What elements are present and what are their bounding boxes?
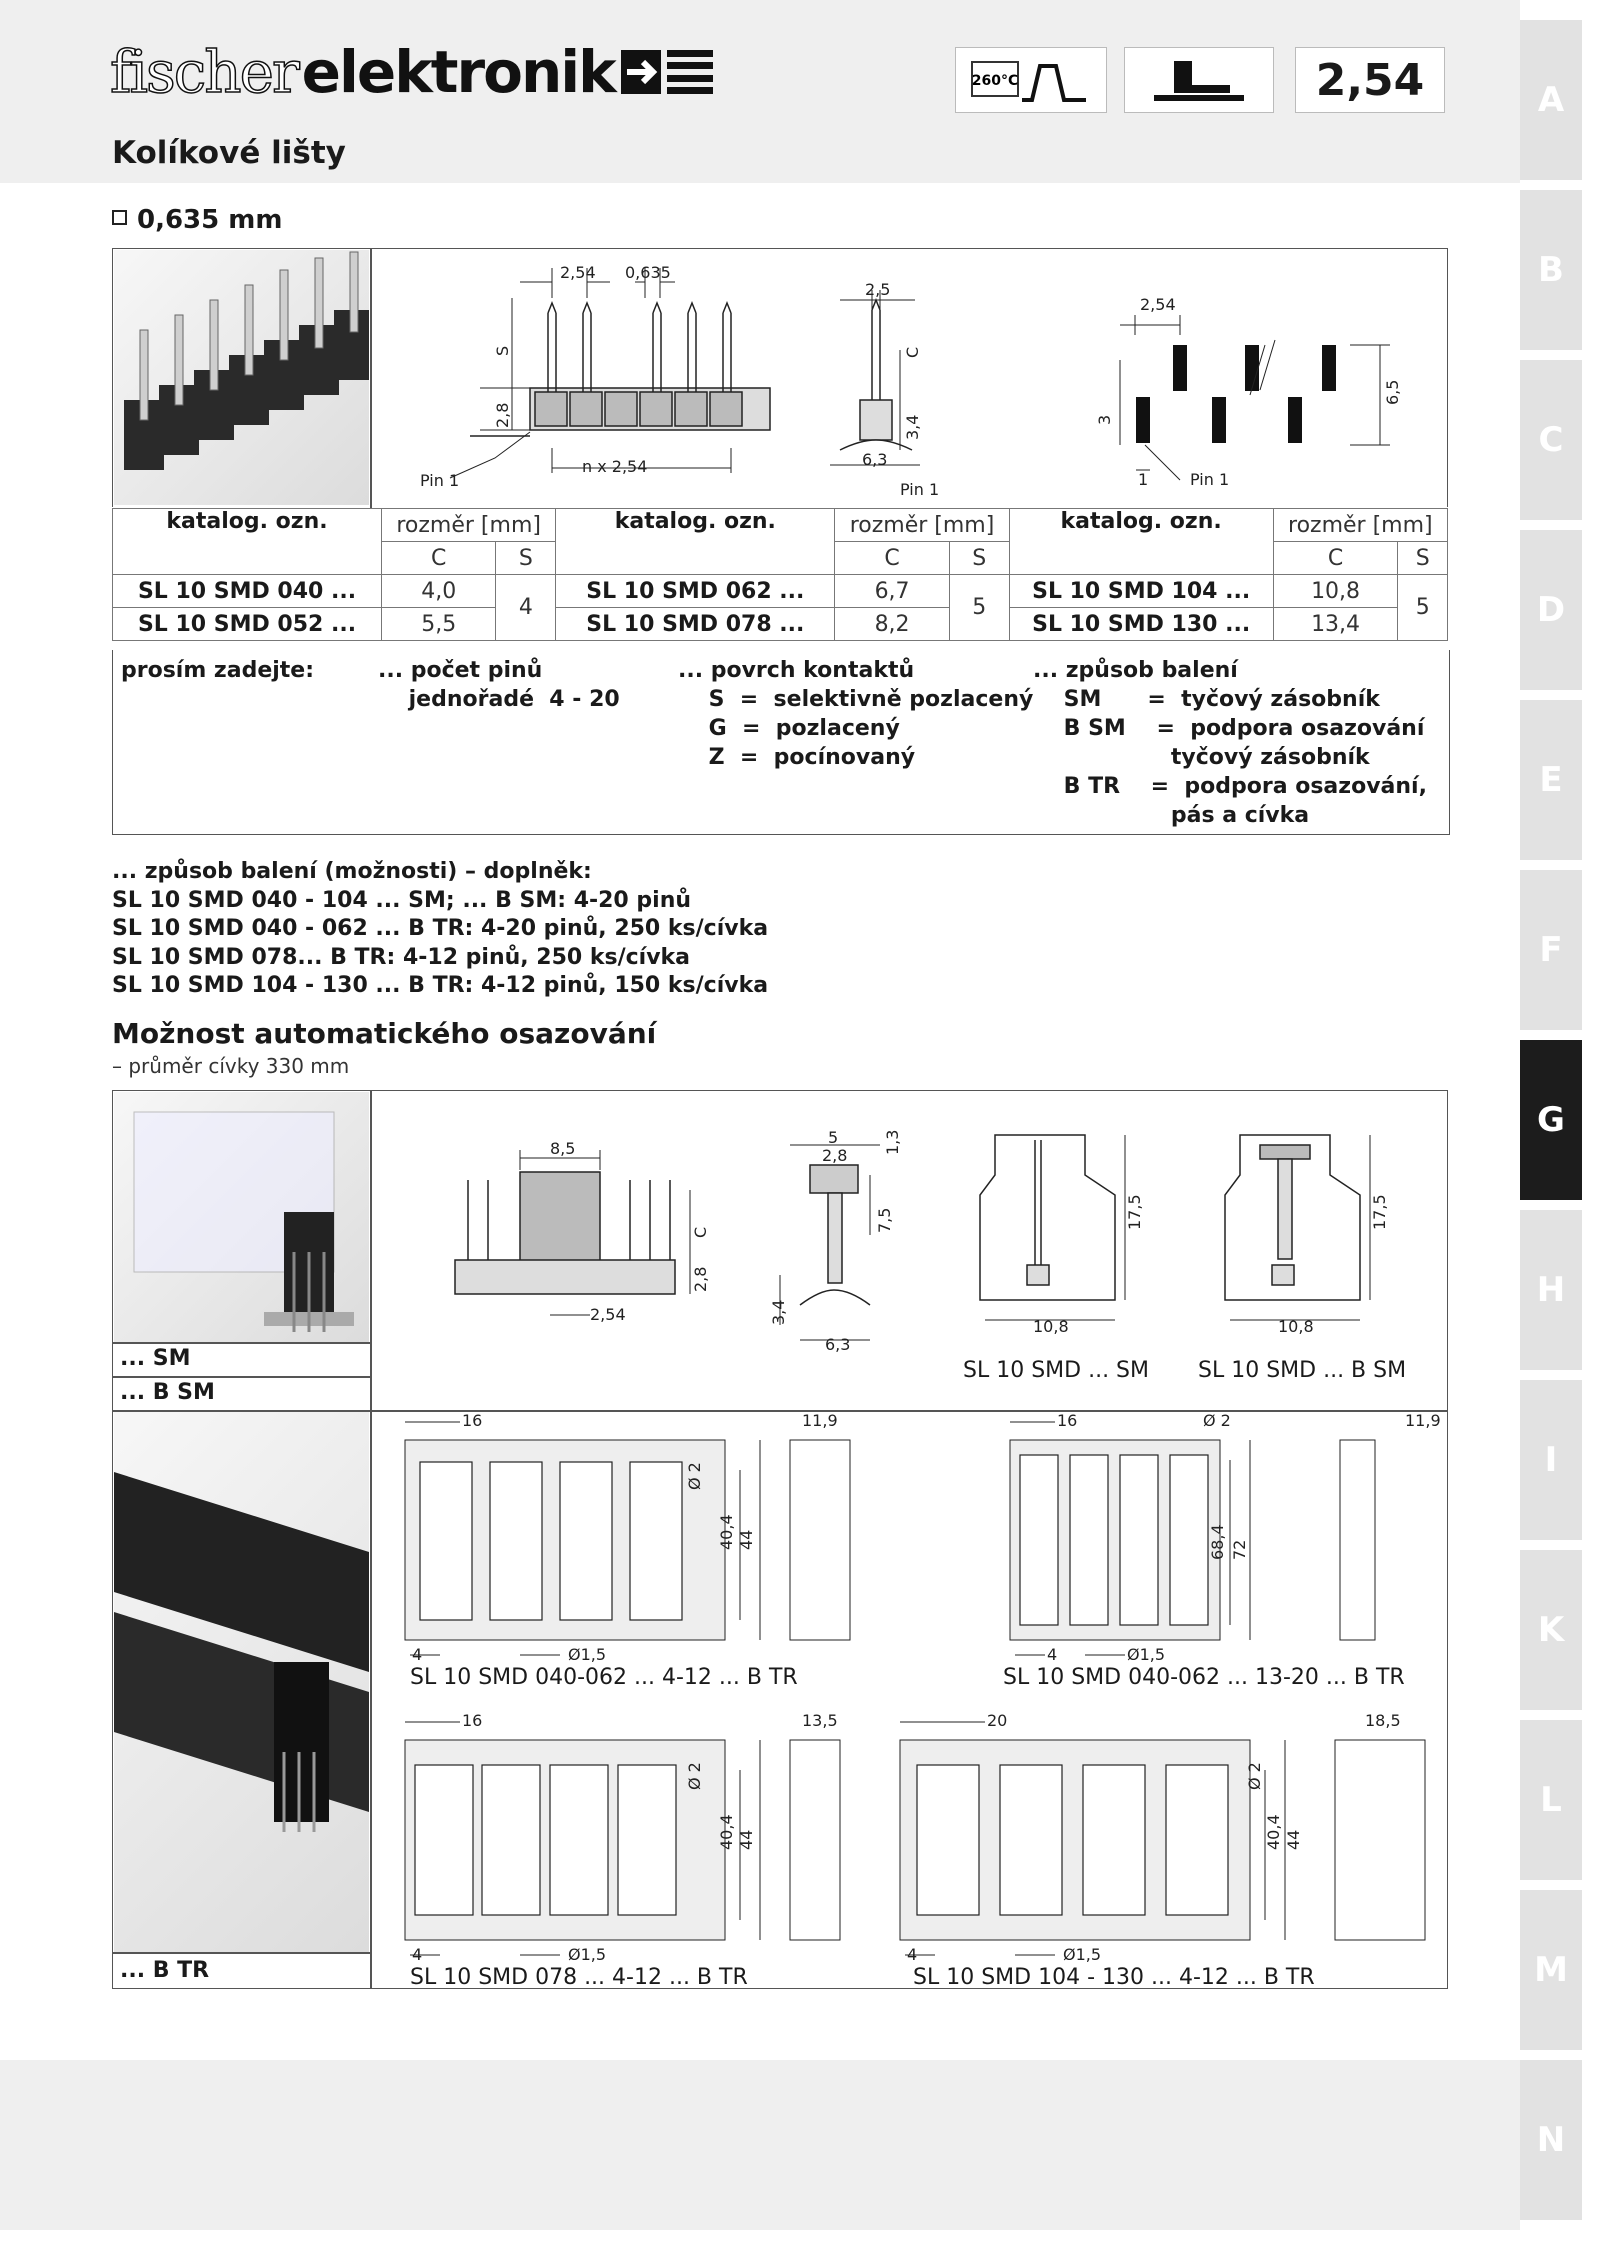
table-cell-code: SL 10 SMD 052 ...: [113, 608, 382, 641]
brand-word-1: fischer: [110, 38, 298, 106]
tab-n[interactable]: N: [1520, 2060, 1582, 2220]
dim-10-8: 10,8: [1033, 1317, 1069, 1336]
dim-1-3: 1,3: [883, 1129, 902, 1155]
bsm-tube-drawing: [1220, 1120, 1390, 1340]
tape4-width: 20: [987, 1711, 1008, 1730]
pin-size-value: 0,635 mm: [137, 205, 283, 235]
dim-2-54-b: 2,54: [1140, 295, 1176, 314]
tab-f[interactable]: F: [1520, 870, 1582, 1030]
note-line: SL 10 SMD 078... B TR: 4-12 pinů, 250 ks/cívka: [112, 944, 691, 970]
photo-btr: [114, 1412, 369, 1952]
table-cell-c: 5,5: [382, 608, 496, 641]
tape1-hole: Ø1,5: [568, 1645, 607, 1664]
sm-tube-drawing: [975, 1120, 1145, 1340]
label-sm: ... SM: [120, 1346, 191, 1371]
sm-front-drawing: [440, 1130, 720, 1330]
options-surface: ... povrch kontaktů S = selektivně pozlacený G = pozlacený Z = pocínovaný: [678, 658, 1034, 770]
th-c-1: C: [382, 542, 496, 575]
dim-6-3-b: 6,3: [825, 1335, 851, 1354]
tab-l[interactable]: L: [1520, 1720, 1582, 1880]
auto-assembly-heading: Možnost automatického osazování: [112, 1017, 657, 1050]
dim-7-5: 7,5: [875, 1207, 894, 1233]
tape3-h2: 44: [737, 1829, 756, 1850]
th-dim-3: rozměr [mm]: [1273, 509, 1447, 542]
tab-m[interactable]: M: [1520, 1890, 1582, 2050]
note-line: SL 10 SMD 040 - 062 ... B TR: 4-20 pinů, 250 ks/cívka: [112, 916, 769, 941]
table-cell-code: SL 10 SMD 130 ...: [1009, 608, 1273, 641]
dim-8-5: 8,5: [550, 1139, 576, 1158]
pin1-label-b: Pin 1: [900, 480, 940, 499]
options-pins: ... počet pinů jednořadé 4 - 20: [378, 658, 620, 712]
dim-s: S: [493, 345, 512, 356]
tape2-width: 16: [1057, 1411, 1078, 1430]
square-pin-icon: [112, 210, 127, 225]
footprint-drawing: [1095, 285, 1410, 500]
tape4-h1: 40,4: [1264, 1814, 1283, 1850]
label-btr: ... B TR: [120, 1958, 210, 1983]
th-dim-1: rozměr [mm]: [382, 509, 556, 542]
tape2-d2: Ø 2: [1203, 1411, 1231, 1430]
th-code-1: katalog. ozn.: [113, 509, 382, 575]
side-view-drawing: [820, 270, 1000, 500]
product-photo-header: [114, 250, 369, 505]
label-divider: [112, 1952, 370, 1954]
photo-sm: [114, 1092, 369, 1342]
panel-divider: [370, 248, 372, 508]
pin1-label: Pin 1: [420, 471, 460, 490]
tape1-width: 16: [462, 1411, 483, 1430]
options-packaging: ... způsob balení SM = tyčový zásobník B SM = podpora osazování tyčový zásobník B TR = podpora osazování, pás a cívka: [1033, 658, 1427, 828]
caption-tape-4: SL 10 SMD 104 - 130 ... 4-12 ... B TR: [913, 1965, 1315, 1990]
table-cell-s: 5: [1398, 575, 1448, 641]
table-cell-c: 6,7: [835, 575, 949, 608]
tab-d[interactable]: D: [1520, 530, 1582, 690]
ordering-options: [112, 650, 1450, 835]
smd-pin-icon: [1144, 55, 1254, 105]
dim-c-2: C: [691, 1226, 710, 1238]
dim-2-8: 2,8: [493, 402, 512, 428]
options-prompt: prosím zadejte:: [121, 658, 315, 683]
tape2-h1: 68,4: [1208, 1524, 1227, 1560]
pin-size-heading: [112, 205, 282, 235]
tape4-d2: Ø 2: [1245, 1762, 1264, 1790]
tape2-height: 11,9: [1405, 1411, 1441, 1430]
tape3-pitch: 4: [412, 1945, 423, 1964]
table-cell-code: SL 10 SMD 062 ...: [556, 575, 835, 608]
dim-2-54-c: 2,54: [590, 1305, 626, 1324]
tab-e[interactable]: E: [1520, 700, 1582, 860]
tape3-d2: Ø 2: [685, 1762, 704, 1790]
pitch-value: 2,54: [1315, 54, 1425, 106]
caption-tape-2: SL 10 SMD 040-062 ... 13-20 ... B TR: [1003, 1665, 1405, 1690]
table-cell-code: SL 10 SMD 078 ...: [556, 608, 835, 641]
dim-17-5-b: 17,5: [1370, 1194, 1389, 1230]
tape1-h1: 40,4: [717, 1514, 736, 1550]
dim-pin-thickness: 0,635: [625, 263, 671, 282]
tape1-d2: Ø 2: [685, 1462, 704, 1490]
tape-drawing-4: [895, 1710, 1435, 1975]
tab-b[interactable]: B: [1520, 190, 1582, 350]
label-bsm: ... B SM: [120, 1380, 215, 1405]
th-code-2: katalog. ozn.: [556, 509, 835, 575]
footer-band: [0, 2060, 1520, 2230]
caption-tape-1: SL 10 SMD 040-062 ... 4-12 ... B TR: [410, 1665, 798, 1690]
table-cell-code: SL 10 SMD 104 ...: [1009, 575, 1273, 608]
dim-5: 5: [828, 1128, 839, 1147]
tape4-pitch: 4: [907, 1945, 918, 1964]
brand-arrow-icon: [621, 46, 716, 98]
temp-label: 260°C: [971, 73, 1019, 89]
table-cell-s: 5: [949, 575, 1009, 641]
table-cell-c: 8,2: [835, 608, 949, 641]
dim-c: C: [903, 346, 922, 358]
dim-3-4: 3,4: [903, 414, 922, 440]
tape1-pitch: 4: [412, 1645, 423, 1664]
tape4-hole: Ø1,5: [1063, 1945, 1102, 1964]
tape2-h2: 72: [1230, 1539, 1249, 1560]
note-line: ... způsob balení (možnosti) – doplněk:: [112, 859, 592, 884]
tape-drawing-3: [400, 1710, 880, 1975]
catalog-table: [112, 508, 1448, 641]
pitch-badge: [1295, 47, 1445, 113]
dim-2-8-b: 2,8: [691, 1266, 710, 1292]
tab-g[interactable]: G: [1520, 1040, 1582, 1200]
caption-tape-3: SL 10 SMD 078 ... 4-12 ... B TR: [410, 1965, 748, 1990]
page-title: Kolíkové lišty: [112, 135, 346, 171]
th-s-2: S: [949, 542, 1009, 575]
tab-h[interactable]: H: [1520, 1210, 1582, 1370]
dim-2-8-c: 2,8: [822, 1146, 848, 1165]
table-cell-s: 4: [496, 575, 556, 641]
dim-2-5: 2,5: [865, 280, 891, 299]
table-cell-c: 10,8: [1273, 575, 1398, 608]
pin1-label-c: Pin 1: [1190, 470, 1230, 489]
dim-pitch: 2,54: [560, 263, 596, 282]
tab-c[interactable]: C: [1520, 360, 1582, 520]
table-cell-c: 13,4: [1273, 608, 1398, 641]
tape4-h2: 44: [1284, 1829, 1303, 1850]
dim-3-4-b: 3,4: [769, 1299, 788, 1325]
label-divider: [112, 1376, 370, 1378]
dim-17-5: 17,5: [1125, 1194, 1144, 1230]
tape3-h1: 40,4: [717, 1814, 736, 1850]
label-divider: [112, 1342, 370, 1344]
tape4-height: 18,5: [1365, 1711, 1401, 1730]
tape3-width: 16: [462, 1711, 483, 1730]
tape2-hole: Ø1,5: [1127, 1645, 1166, 1664]
table-cell-c: 4,0: [382, 575, 496, 608]
th-c-3: C: [1273, 542, 1398, 575]
note-line: SL 10 SMD 104 - 130 ... B TR: 4-12 pinů, 150 ks/cívka: [112, 973, 769, 998]
packaging-notes: [112, 858, 768, 1001]
reel-caption: – průměr cívky 330 mm: [112, 1054, 350, 1078]
tab-k[interactable]: K: [1520, 1550, 1582, 1710]
th-c-2: C: [835, 542, 949, 575]
sm-side-drawing: [770, 1125, 930, 1355]
tape2-pitch: 4: [1047, 1645, 1058, 1664]
tape1-h2: 44: [737, 1529, 756, 1550]
dim-3: 3: [1095, 414, 1114, 425]
table-cell-code: SL 10 SMD 040 ...: [113, 575, 382, 608]
solder-profile-icon: [966, 52, 1096, 108]
front-view-drawing: [400, 258, 800, 498]
dim-6-5: 6,5: [1383, 379, 1402, 405]
tab-i[interactable]: I: [1520, 1380, 1582, 1540]
dim-n-pitch: n x 2,54: [582, 457, 648, 476]
th-s-3: S: [1398, 542, 1448, 575]
dim-10-8-b: 10,8: [1278, 1317, 1314, 1336]
brand-logo: [110, 32, 716, 112]
th-code-3: katalog. ozn.: [1009, 509, 1273, 575]
tab-a[interactable]: A: [1520, 20, 1582, 180]
dim-1: 1: [1138, 470, 1149, 489]
tape1-height: 11,9: [802, 1411, 838, 1430]
caption-sm: SL 10 SMD ... SM: [963, 1358, 1150, 1383]
tape-drawing-1: [400, 1410, 880, 1680]
th-dim-2: rozměr [mm]: [835, 509, 1009, 542]
tape3-hole: Ø1,5: [568, 1945, 607, 1964]
temperature-badge: [955, 47, 1107, 113]
th-s-1: S: [496, 542, 556, 575]
dim-6-3: 6,3: [862, 450, 888, 469]
caption-bsm: SL 10 SMD ... B SM: [1198, 1358, 1407, 1383]
tape3-height: 13,5: [802, 1711, 838, 1730]
brand-word-2: elektronik: [301, 38, 615, 106]
note-line: SL 10 SMD 040 - 104 ... SM; ... B SM: 4-20 pinů: [112, 887, 692, 913]
smd-badge: [1124, 47, 1274, 113]
tape-drawing-2: [1005, 1410, 1445, 1680]
